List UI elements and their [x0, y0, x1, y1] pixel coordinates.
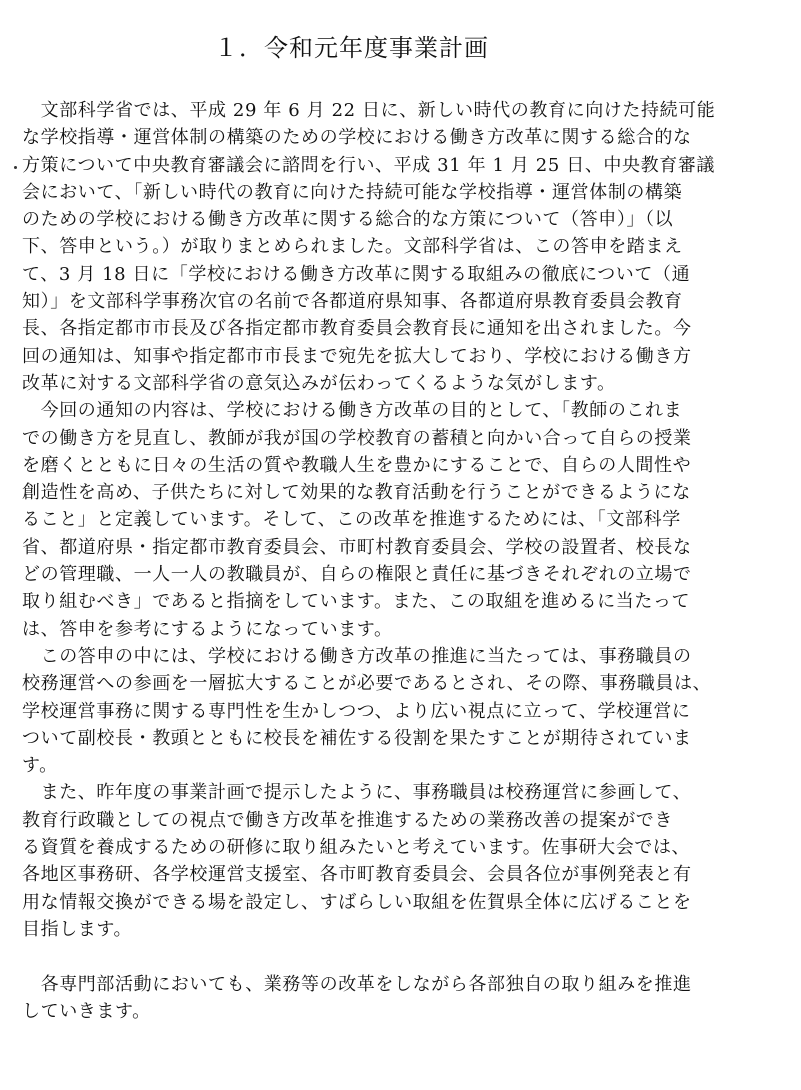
- text-line: ついて副校長・教頭とともに校長を補佐する役割を果たすことが期待されていま: [22, 727, 692, 749]
- text-line: な学校指導・運営体制の構築のための学校における働き方改革に関する総合的な: [22, 127, 692, 149]
- text-line: は、答申を参考にするようになっています。: [22, 618, 393, 640]
- text-line: 今回の通知の内容は、学校における働き方改革の目的として、「教師のこれま: [22, 400, 683, 422]
- text-line: 用な情報交換ができる場を設定し、すばらしい取組を佐賀県全体に広げることを: [22, 891, 692, 913]
- margin-dot-mark: [14, 166, 17, 169]
- text-line: 省、都道府県・指定都市教育委員会、市町村教育委員会、学校の設置者、校長な: [22, 536, 692, 558]
- text-line: していきます。: [22, 1000, 151, 1022]
- text-line: 各地区事務研、各学校運営支援室、各市町教育委員会、会員各位が事例発表と有: [22, 864, 692, 886]
- text-line: での働き方を見直し、教師が我が国の学校教育の蓄積と向かい合って自らの授業: [22, 427, 692, 449]
- document-body: [22, 97, 782, 1025]
- paragraph-3: [22, 643, 782, 779]
- text-line: ること」と定義しています。そして、この改革を推進するためには、「文部科学: [22, 509, 681, 531]
- text-line: 学校運営事務に関する専門性を生かしつつ、より広い視点に立って、学校運営に: [22, 700, 691, 722]
- text-line: 改革に対する文部科学省の意気込みが伝わってくるような気がします。: [22, 372, 616, 394]
- text-line: また、昨年度の事業計画で提示したように、事務職員は校務運営に参画して、: [22, 782, 692, 804]
- text-line: 知）」を文部科学事務次官の名前で各都道府県知事、各都道府県教育委員会教育: [22, 291, 683, 313]
- paragraph-4: [22, 779, 782, 943]
- text-line: 回の通知は、知事や指定都市市長まで宛先を拡大しており、学校における働き方: [22, 345, 692, 367]
- text-line: 校務運営への参画を一層拡大することが必要であるとされ、その際、事務職員は、: [22, 673, 712, 695]
- text-line: る資質を養成するための研修に取り組みたいと考えています。佐事研大会では、: [22, 837, 691, 859]
- text-line: 文部科学省では、平成 29 年 6 月 22 日に、新しい時代の教育に向けた持続可能: [22, 100, 716, 121]
- paragraph-5: [22, 971, 782, 1026]
- text-line: のための学校における働き方改革に関する総合的な方策について（答申）」（以: [22, 209, 674, 231]
- text-line: 教育行政職としての視点で働き方改革を推進するための業務改善の提案ができ: [22, 809, 673, 831]
- text-line: どの管理職、一人一人の教職員が、自らの権限と責任に基づきそれぞれの立場で: [22, 564, 692, 586]
- text-line: 長、各指定都市市長及び各指定都市教育委員会教育長に通知を出されました。今: [22, 318, 692, 340]
- text-line: て、3 月 18 日に「学校における働き方改革に関する取組みの徹底について（通: [22, 263, 691, 285]
- text-line: 下、答申という。）が取りまとめられました。文部科学省は、この答申を踏まえ: [22, 236, 683, 258]
- text-line: を磨くとともに日々の生活の質や教職人生を豊かにすることで、自らの人間性や: [22, 454, 692, 476]
- text-line: 方策について中央教育審議会に諮問を行い、平成 31 年 1 月 25 日、中央教育審議: [22, 154, 716, 176]
- page-title: １．令和元年度事業計画: [214, 34, 489, 62]
- paragraph-1: [22, 97, 782, 397]
- text-line: す。: [22, 755, 58, 777]
- paragraph-2: [22, 397, 782, 643]
- text-line: 各専門部活動においても、業務等の改革をしながら各部独自の取り組みを推進: [22, 973, 692, 995]
- text-line: 創造性を高め、子供たちに対して効果的な教育活動を行うことができるようにな: [22, 482, 691, 504]
- text-line: この答申の中には、学校における働き方改革の推進に当たっては、事務職員の: [22, 645, 692, 667]
- text-line: 目指します。: [22, 918, 133, 940]
- text-line: 取り組むべき」であると指摘をしています。また、この取組を進めるに当たって: [22, 591, 691, 613]
- paragraph-spacer: [22, 943, 782, 970]
- text-line: 会において、「新しい時代の教育に向けた持続可能な学校指導・運営体制の構築: [22, 181, 683, 203]
